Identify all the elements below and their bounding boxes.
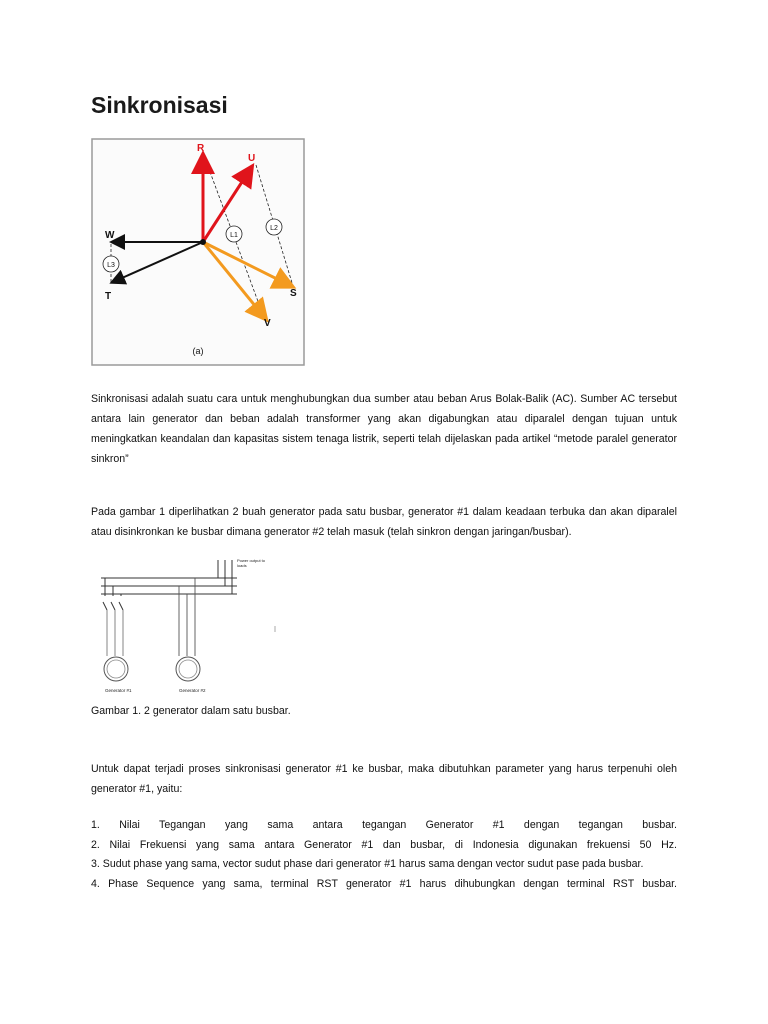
label-r: R [197,143,205,154]
list-item: 3. Sudut phase yang sama, vector sudut phase dari generator #1 harus sama dengan vector sudut pase pada busbar. [91,858,644,871]
paragraph-requirements-intro: Untuk dapat terjadi proses sinkronisasi generator #1 ke busbar, maka dibutuhkan parameter yang harus terpenuhi oleh generator #1, yaitu: [91,763,677,795]
label-v: V [264,318,271,329]
list-item: 2. Nilai Frekuensi yang sama antara Generator #1 dan busbar, di Indonesia digunakan frekuensi 50 Hz. [91,838,677,851]
list-item: 1. Nilai Tegangan yang sama antara tegangan Generator #1 dengan tegangan busbar. [91,819,677,831]
label-w: W [105,230,115,241]
label-u: U [248,153,256,164]
label-t: T [105,291,112,302]
l1-text: L1 [230,232,238,239]
l2-text: L2 [270,225,278,232]
diagram-caption: (a) [192,346,204,356]
power-output-label-2: loads [237,563,247,568]
requirements-list [91,816,677,894]
switch-1 [103,602,107,610]
l3-text: L3 [107,262,115,269]
phasor-diagram [91,138,305,366]
figure-caption: Gambar 1. 2 generator dalam satu busbar. [91,705,291,717]
switch-3 [119,602,123,610]
generator-1-icon [104,657,128,681]
switch-2 [111,602,115,610]
power-output-label: Power output to [237,558,266,563]
page-title: Sinkronisasi [91,92,228,118]
generator-2-icon [176,657,200,681]
origin-dot [200,239,206,245]
diagram-frame [92,139,304,365]
list-item: 4. Phase Sequence yang sama, terminal RST generator #1 harus dihubungkan dengan terminal RST busbar. [91,877,677,890]
generator-1-label: Generator #1 [105,688,132,693]
generator-2-label: Generator #2 [179,688,206,693]
paragraph-intro: Sinkronisasi adalah suatu cara untuk menghubungkan dua sumber atau beban Arus Bolak-Balik (AC). Sumber AC tersebut antara lain generator dan beban adalah transformer yang akan digabungkan atau diparalel dengan tujuan untuk meningkatkan keandalan dan kapasitas sistem tenaga listrik, seperti telah dijelaskan pada artikel “metode paralel generator sinkron” [91,393,677,465]
busbar-diagram [99,556,279,698]
paragraph-figure-desc: Pada gambar 1 diperlihatkan 2 buah generator pada satu busbar, generator #1 dalam keadaan terbuka dan akan diparalel atau disinkronkan ke busbar dimana generator #2 telah masuk (telah sinkron dengan jaringan/busbar). [91,506,677,538]
label-s: S [290,288,297,299]
